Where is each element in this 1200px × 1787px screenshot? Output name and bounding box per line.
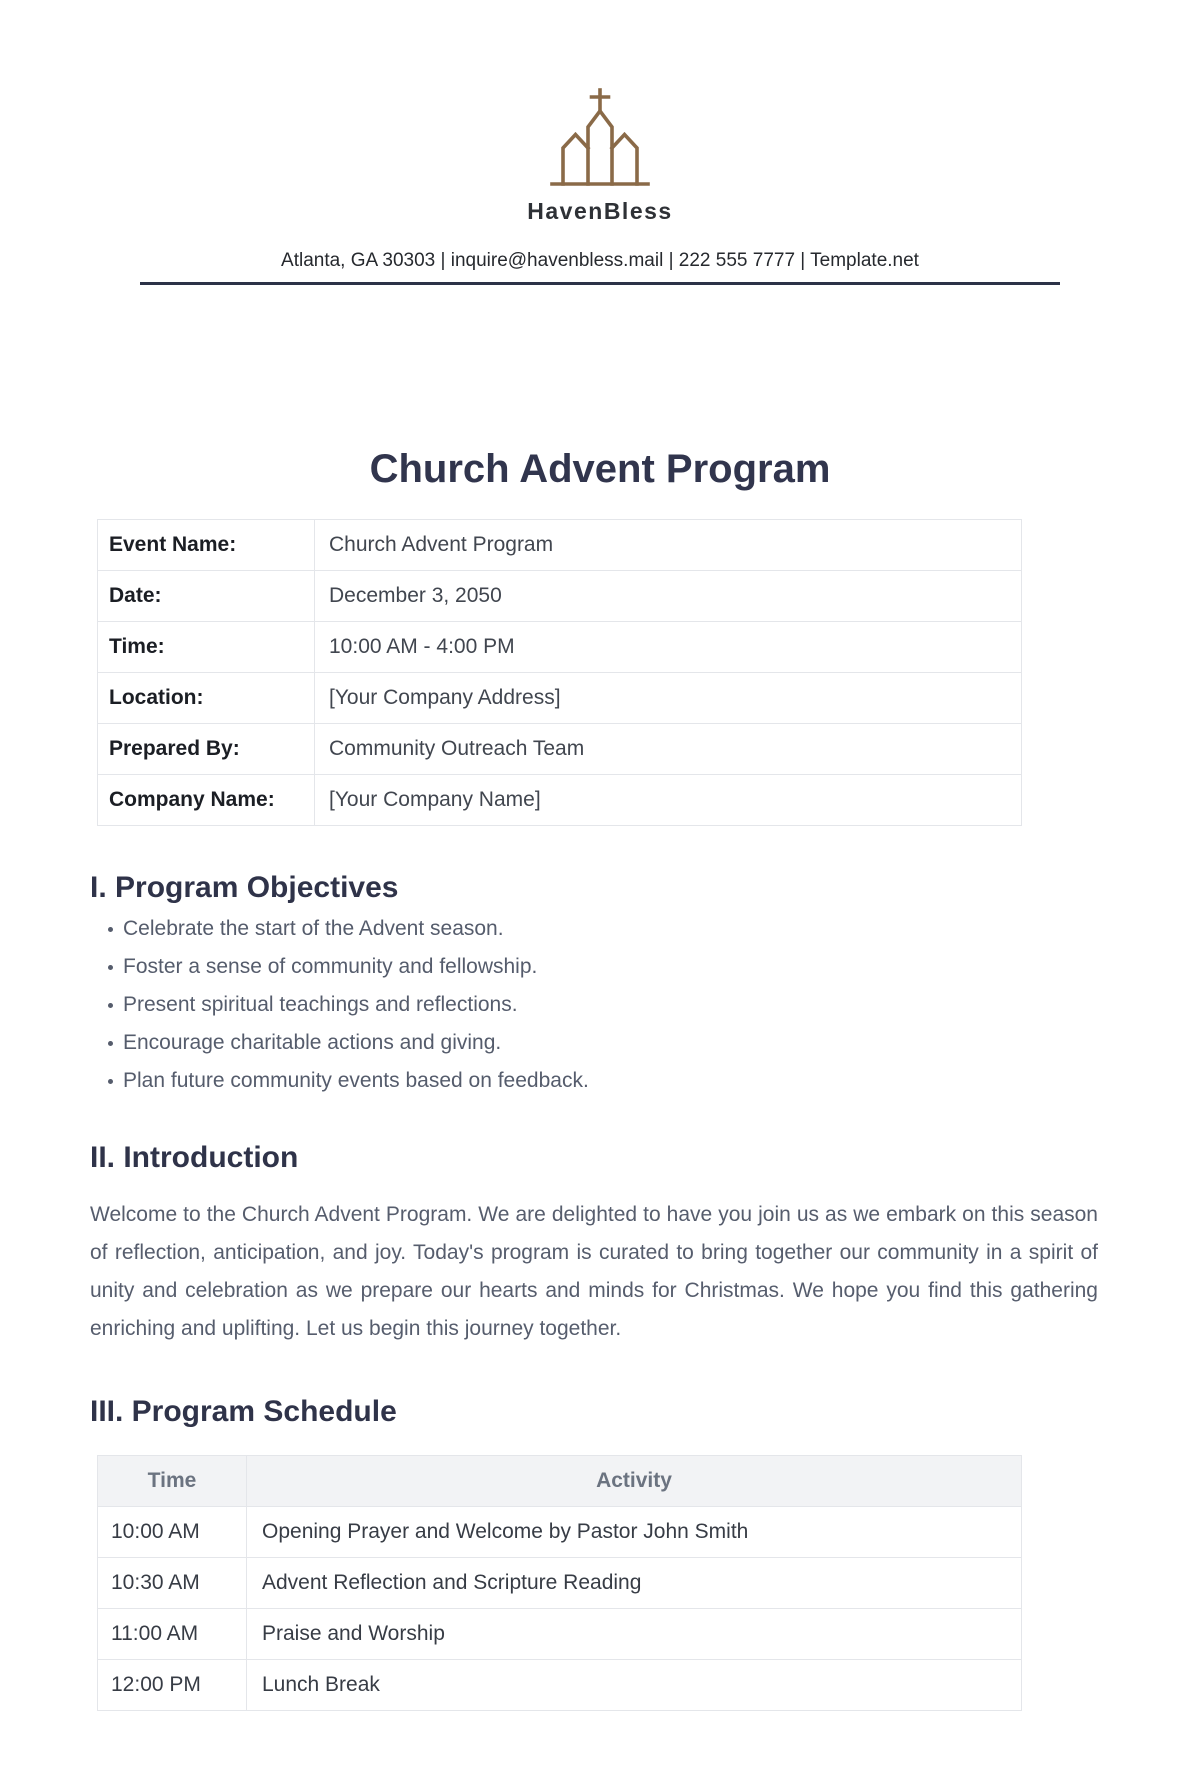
info-value: [Your Company Name] — [315, 775, 1022, 826]
info-label: Event Name: — [98, 520, 315, 571]
info-value: 10:00 AM - 4:00 PM — [315, 622, 1022, 673]
introduction-paragraph: Welcome to the Church Advent Program. We are delighted to have you join us as we embark on this season of reflection, anticipation, and joy. Today's program is curated to bring together our community in a spirit of unity and celebration as we prepare our hearts and minds for Christmas. We hope you find this gathering enriching and uplifting. Let us begin this journey together. — [90, 1203, 1098, 1341]
list-item: Present spiritual teachings and reflections. — [90, 986, 1098, 1024]
schedule-time-cell: 12:00 PM — [98, 1660, 247, 1711]
info-value: Community Outreach Team — [315, 724, 1022, 775]
info-row — [98, 622, 1022, 673]
list-item: Encourage charitable actions and giving. — [90, 1024, 1098, 1062]
list-item: Foster a sense of community and fellowship. — [90, 948, 1098, 986]
schedule-row — [98, 1609, 1022, 1660]
section-heading-schedule: III. Program Schedule — [90, 1395, 397, 1429]
schedule-activity-cell: Praise and Worship — [247, 1609, 1022, 1660]
objectives-list — [90, 910, 1098, 1100]
info-row — [98, 724, 1022, 775]
info-value: December 3, 2050 — [315, 571, 1022, 622]
schedule-time-cell: 11:00 AM — [98, 1609, 247, 1660]
schedule-table — [97, 1455, 1022, 1711]
event-info-table — [97, 519, 1022, 826]
schedule-row — [98, 1558, 1022, 1609]
info-value: Church Advent Program — [315, 520, 1022, 571]
info-label: Company Name: — [98, 775, 315, 826]
schedule-time-cell: 10:30 AM — [98, 1558, 247, 1609]
section-heading-objectives: I. Program Objectives — [90, 871, 399, 905]
info-label: Location: — [98, 673, 315, 724]
schedule-header-row — [98, 1456, 1022, 1507]
info-row — [98, 520, 1022, 571]
document-title: Church Advent Program — [369, 447, 831, 492]
info-label: Prepared By: — [98, 724, 315, 775]
schedule-activity-cell: Advent Reflection and Scripture Reading — [247, 1558, 1022, 1609]
document-body — [0, 519, 1200, 1711]
schedule-header-activity: Activity — [247, 1456, 1022, 1507]
info-row — [98, 775, 1022, 826]
contact-line: Atlanta, GA 30303 | inquire@havenbless.mail | 222 555 7777 | Template.net — [281, 250, 919, 271]
schedule-activity-cell: Lunch Break — [247, 1660, 1022, 1711]
info-row — [98, 571, 1022, 622]
section-heading-introduction: II. Introduction — [90, 1141, 299, 1175]
schedule-header-time: Time — [98, 1456, 247, 1507]
info-label: Date: — [98, 571, 315, 622]
header-divider — [140, 282, 1060, 285]
brand-name: HavenBless — [527, 198, 673, 224]
schedule-time-cell: 10:00 AM — [98, 1507, 247, 1558]
list-item: Celebrate the start of the Advent season. — [90, 910, 1098, 948]
brand-logo — [0, 86, 1200, 193]
schedule-row — [98, 1660, 1022, 1711]
church-icon — [544, 175, 656, 192]
info-row — [98, 673, 1022, 724]
info-label: Time: — [98, 622, 315, 673]
schedule-activity-cell: Opening Prayer and Welcome by Pastor John Smith — [247, 1507, 1022, 1558]
info-value: [Your Company Address] — [315, 673, 1022, 724]
list-item: Plan future community events based on feedback. — [90, 1062, 1098, 1100]
schedule-row — [98, 1507, 1022, 1558]
